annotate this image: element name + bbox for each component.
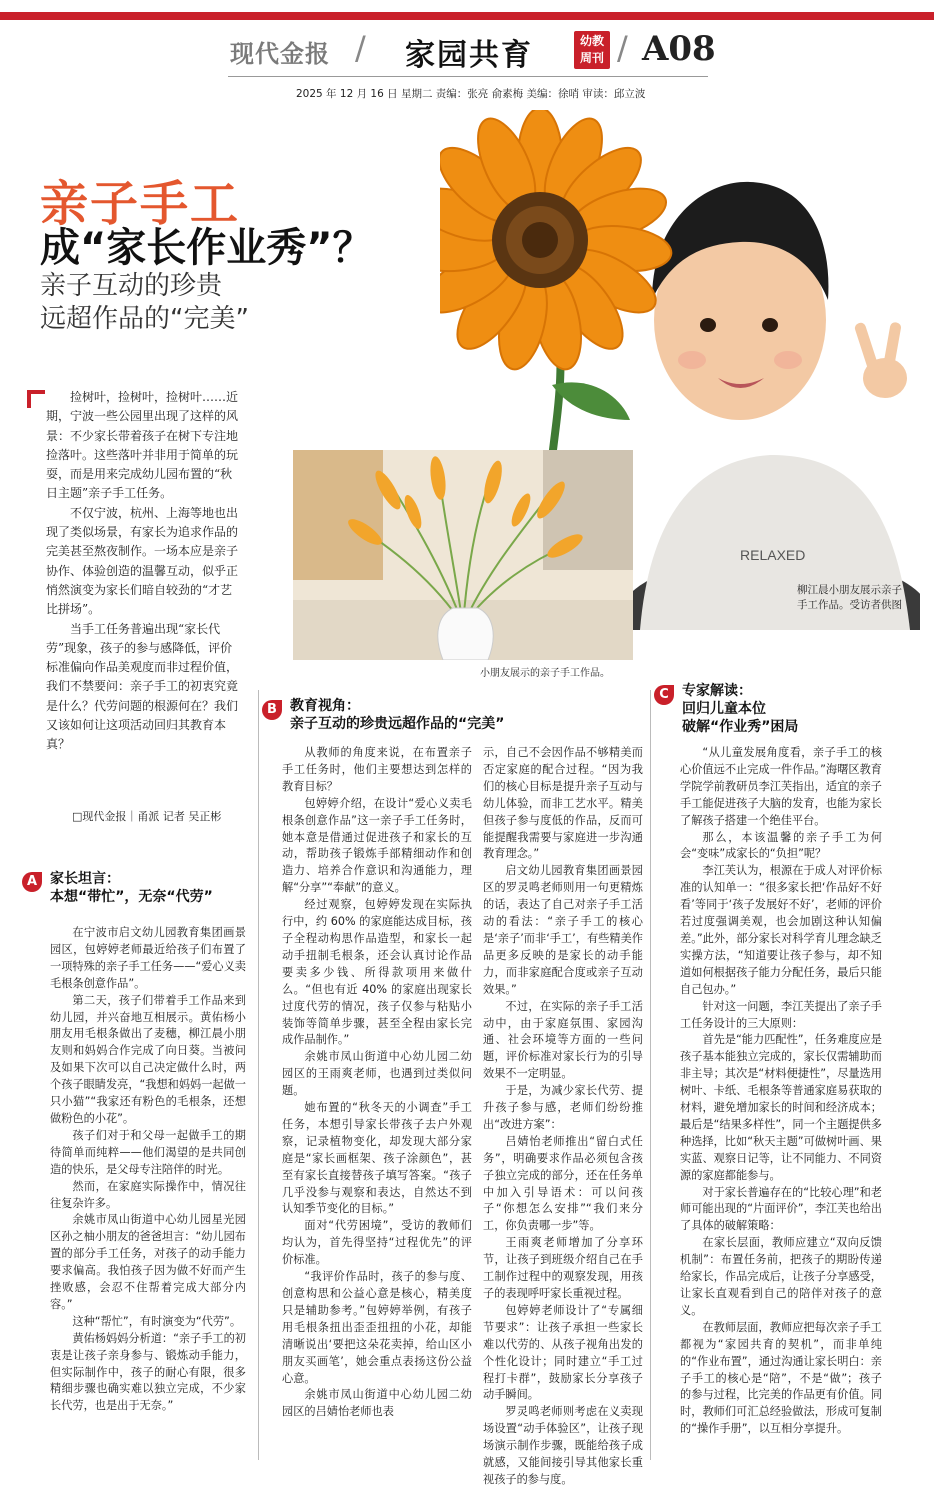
section-a-paragraph: 然而，在家庭实际操作中，情况往往复杂许多。	[50, 1179, 246, 1210]
section-c-headline-1: 回归儿童本位	[682, 701, 766, 717]
intro-paragraph: 捡树叶，捡树叶，捡树叶……近期，宁波一些公园里出现了这样的风景：不少家长带着孩子在树下专注地捡落叶。这些落叶并非用于简单的玩耍，而是用来完成幼儿园布置的“秋日主题”亲子手工任务。	[46, 390, 239, 501]
subheadline-1: 亲子互动的珍贵	[40, 271, 223, 301]
page-number: A08	[642, 29, 716, 69]
section-a-body	[50, 925, 246, 1415]
intro-paragraph: 不仅宁波，杭州、上海等地也出现了类似场景，有家长为追求作品的完美甚至熬夜制作。一场本应是亲子协作、体验创造的温馨互动，似乎正悄然演变为家长们暗自较劲的“才艺比拼场”。	[46, 505, 239, 617]
masthead-underline	[228, 76, 708, 77]
section-b-paragraph: 面对“代劳困境”，受访的教师们均认为，首先得坚持“过程优先”的评价标准。	[282, 1219, 472, 1267]
section-c-title	[682, 682, 798, 736]
section-name: 家园共育	[405, 38, 533, 73]
top-red-rule	[0, 12, 934, 20]
section-a-paragraph: 余姚市凤山街道中心幼儿园星光园区孙之柚小朋友的爸爸坦言：“幼儿园布置的部分手工任务，对孩子的动手能力要求偏高。我怕孩子因为做不好而产生挫败感，会忍不住帮着完成大部分内容。”	[50, 1213, 246, 1311]
section-a-paragraph: 这种“帮忙”，有时演变为“代劳”。	[72, 1314, 242, 1328]
section-c-headline-2: 破解“作业秀”困局	[682, 719, 799, 735]
section-c-paragraph: 李江芙认为，根源在于成人对评价标准的认知单一：“很多家长把‘作品好不好看’等同于‘孩子发展好不好’，老师的评价若过度强调美观，也会加剧这种认知偏差。”此外，部分家长对科学育儿理念缺乏实操方法，“知道要让孩子参与，却不知道如何根据孩子能力分配任务，最后只能自己包办。”	[680, 864, 882, 996]
section-c-paragraph: 首先是“能力匹配性”，任务难度应是孩子基本能独立完成的，家长仅需辅助而非主导；其次是“材料便捷性”，尽量选用树叶、卡纸、毛根条等普通家庭易获取的材料，避免增加家长的时间和经济成本；最后是“结果多样性”，同一个主题提供多种选择，比如“秋天主题”可做树叶画、果实蓝、观察日记等，让不同能力、不同资源的家庭都能参与。	[680, 1033, 882, 1182]
section-c-kicker: 专家解读：	[682, 683, 752, 699]
section-a-letter: A	[22, 872, 42, 892]
masthead-divider: /	[355, 29, 366, 67]
section-a-title	[50, 870, 213, 906]
intro-text	[46, 388, 244, 755]
section-c-paragraph: 那么，本该温馨的亲子手工为何会“变味”成家长的“负担”呢？	[680, 830, 882, 861]
section-b-paragraph: 她布置的“秋冬天的小调查”手工任务，本想引导家长带孩子去户外观察，记录植物变化，却发现大部分家庭是“家长画框架、孩子涂颜色”，甚至有家长直接替孩子填写答案。“孩子几乎没参与观察和表达，自然达不到认知季节变化的目标。”	[282, 1101, 472, 1216]
section-c-paragraph: “从儿童发展角度看，亲子手工的核心价值远不止完成一件作品。”海曙区教育学院学前教研员李江芙指出，适宜的亲子手工能促进孩子大脑的发育，也能为家长了解孩子搭建一个绝佳平台。	[680, 746, 882, 827]
section-b-paragraph: 于是，为减少家长代劳、提升孩子参与感，老师们纷纷推出“改进方案”：	[483, 1084, 643, 1131]
subheadline-2: 远超作品的“完美”	[40, 304, 249, 334]
section-a-paragraph: 第二天，孩子们带着手工作品来到幼儿园，并兴奋地互相展示。黄佑杨小朋友用毛根条做出了麦穗，柳江晨小朋友则和妈妈合作完成了向日葵。当被问及如果下次可以自己决定做什么时，两个孩子眼睛发亮，“我想和妈妈一起做一只小猫”“我家还有粉色的毛根条，还想做粉色的小花”。	[50, 993, 246, 1125]
section-b-paragraph: 经过观察，包婷婷发现在实际执行中，约 60% 的家庭能达成目标，孩子全程动构思作品造型，和家长一起动手扭制毛根条，还会认真讨论作品要卖多少钱、所得款项用来做什么。“但也有近 40% 的家庭出现家长过度代劳的情况，孩子仅参与粘贴小装饰等简单步骤，甚至全程由家长完成作品制作。”	[282, 898, 472, 1047]
column-divider	[258, 690, 259, 1460]
section-c-paragraph: 对于家长普遍存在的“比较心理”和老师可能出现的“片面评价”，李江芙也给出了具体的破解策略：	[680, 1185, 882, 1233]
section-b-paragraph: 包婷婷介绍，在设计“爱心义卖毛根条创意作品”这一亲子手工任务时，她本意是借通过促进孩子和家长的互动，帮助孩子锻炼手部精细动作和创造力、培养合作意识和沟通能力，理解“分享”“奉献”的意义。	[282, 796, 472, 895]
section-c-body	[680, 745, 882, 1438]
photo-wheat-craft	[293, 450, 633, 660]
masthead-divider: /	[617, 29, 628, 67]
section-b-paragraph: 余姚市凤山街道中心幼儿园二幼园区的王雨爽老师，也遇到过类似问题。	[282, 1050, 472, 1098]
section-c-letter: C	[654, 685, 674, 705]
section-b-title	[290, 697, 504, 733]
dateline: 2025 年 12 月 16 日 星期二 责编：张亮 俞素梅 美编：徐哨 审读：邱立波	[296, 88, 646, 100]
masthead	[0, 27, 934, 77]
section-b-paragraph: 包婷婷老师设计了“专属细节要求”：让孩子承担一些家长难以代劳的、从孩子视角出发的个性化设计；同时建立“手工过程打卡群”，鼓励家长分享孩子动手瞬间。	[483, 1303, 643, 1402]
column-divider	[650, 690, 651, 1460]
section-b-paragraph: 不过，在实际的亲子手工活动中，由于家庭氛围、家园沟通、社会环境等方面的一些问题，评价标准对家长行为的引导效果不一定明显。	[483, 999, 643, 1081]
byline: □现代金报｜甬派 记者 吴正彬	[72, 810, 222, 823]
section-b-paragraph: “我评价作品时，孩子的参与度、创意构思和公益心意是核心，精美度只是辅助参考。”包婷婷举例，有孩子用毛根条扭出歪歪扭扭的小花，却能清晰说出‘要把这朵花卖掉，给山区小朋友买画笔’，她会重点表扬这份公益心意。	[282, 1270, 472, 1385]
section-b-kicker: 教育视角：	[290, 698, 360, 714]
section-b-letter: B	[262, 700, 282, 720]
section-b-paragraph: 吕婧怡老师推出“留白式任务”，明确要求作品必须包含孩子独立完成的部分，还在任务单中加入引导语术：可以问孩子“你想怎么安排”“我们来分工，你负责哪一步”等。	[483, 1134, 643, 1233]
photo-caption-grain: 小朋友展示的亲子手工作品。	[480, 668, 610, 679]
weekly-badge: 幼教 周刊	[574, 31, 610, 69]
paper-name: 现代金报	[230, 39, 330, 68]
section-a-paragraph: 黄佑杨妈妈分析道：“亲子手工的初衷是让孩子亲身参与、锻炼动手能力，但实际制作中，孩子的耐心有限，很多精细步骤也确实难以独立完成，不少家长代劳，也是出于无奈。”	[50, 1331, 246, 1413]
section-c-paragraph: 在教师层面，教师应把每次亲子手工都视为“家园共育的契机”，而非单纯的“作业布置”，通过沟通让家长明白：亲子手工的核心是“陪”，不是“做”；孩子的参与过程，比完美的作品更有价值。同时，教师们可汇总经验做法，形成可复制的“操作手册”，以互相分享提升。	[680, 1320, 882, 1436]
photo-caption-child: 柳江晨小朋友展示亲子手工作品。受访者供图	[797, 584, 902, 611]
intro-paragraph: 当手工任务普遍出现“家长代劳”现象，孩子的参与感降低，评价标准偏向作品美观度而非过程价值，我们不禁要问：亲子手工的初衷究竟是什么？代劳问题的根源何在？我们又该如何让这项活动回归其教育本真？	[46, 621, 239, 752]
section-b-paragraph: 示，自己不会因作品不够精美而否定家庭的配合过程。“因为我们的核心目标是提升亲子互动与幼儿体验，而非工艺水平。精美但孩子参与度低的作品，反而可能提醒我需要与家庭进一步沟通教育理念。”	[483, 746, 643, 861]
section-b-paragraph: 启文幼儿园教育集团画景园区的罗灵鸣老师则用一句更精炼的话，表达了自己对亲子手工活动的看法：“亲子手工的核心是‘亲子’而非‘手工’，有些精美作品更多反映的是家长的动手能力，而非家庭配合度或亲子互动效果。”	[483, 864, 643, 996]
intro-corner-mark	[27, 390, 45, 408]
section-a-kicker: 家长坦言：	[50, 871, 120, 887]
section-a-headline: 本想“带忙”，无奈“代劳”	[50, 889, 213, 905]
section-b-headline: 亲子互动的珍贵远超作品的“完美”	[290, 716, 505, 732]
section-b-column-2	[483, 745, 643, 1489]
section-b-paragraph: 余姚市凤山街道中心幼儿园二幼园区的吕婧怡老师也表	[282, 1388, 472, 1419]
section-a-paragraph: 孩子们对于和父母一起做手工的期待简单而纯粹——他们渴望的是共同创造的快乐，是父母专注陪伴的时光。	[50, 1128, 246, 1176]
section-b-paragraph: 罗灵鸣老师则考虑在义卖现场设置“动手体验区”，让孩子现场演示制作步骤，既能给孩子成就感，又能间接引导其他家长重视孩子的参与度。	[483, 1405, 643, 1486]
headline-second: 成“家长作业秀”？	[40, 225, 373, 271]
headline-main: 亲子手工	[40, 176, 241, 232]
section-c-paragraph: 在家长层面，教师应建立“双向反馈机制”：布置任务前，把孩子的期盼传递给家长，作品完成后，让孩子分享感受，让家长直观看到自己的陪伴对孩子的意义。	[680, 1236, 882, 1317]
svg-text:RELAXED: RELAXED	[740, 547, 806, 563]
section-b-paragraph: 从教师的角度来说，在布置亲子手工任务时，他们主要想达到怎样的教育目标？	[282, 746, 472, 793]
section-c-paragraph: 针对这一问题，李江芙提出了亲子手工任务设计的三大原则：	[680, 999, 882, 1030]
section-b-column-1	[282, 745, 472, 1421]
section-a-paragraph: 在宁波市启文幼儿园教育集团画景园区，包婷婷老师最近给孩子们布置了一项特殊的亲子手工任务——“爱心义卖毛根条创意作品”。	[50, 926, 246, 990]
section-b-paragraph: 王雨爽老师增加了分享环节，让孩子到班级介绍自己在手工制作过程中的观察发现，用孩子的表现呼吁家长重视过程。	[483, 1236, 643, 1300]
